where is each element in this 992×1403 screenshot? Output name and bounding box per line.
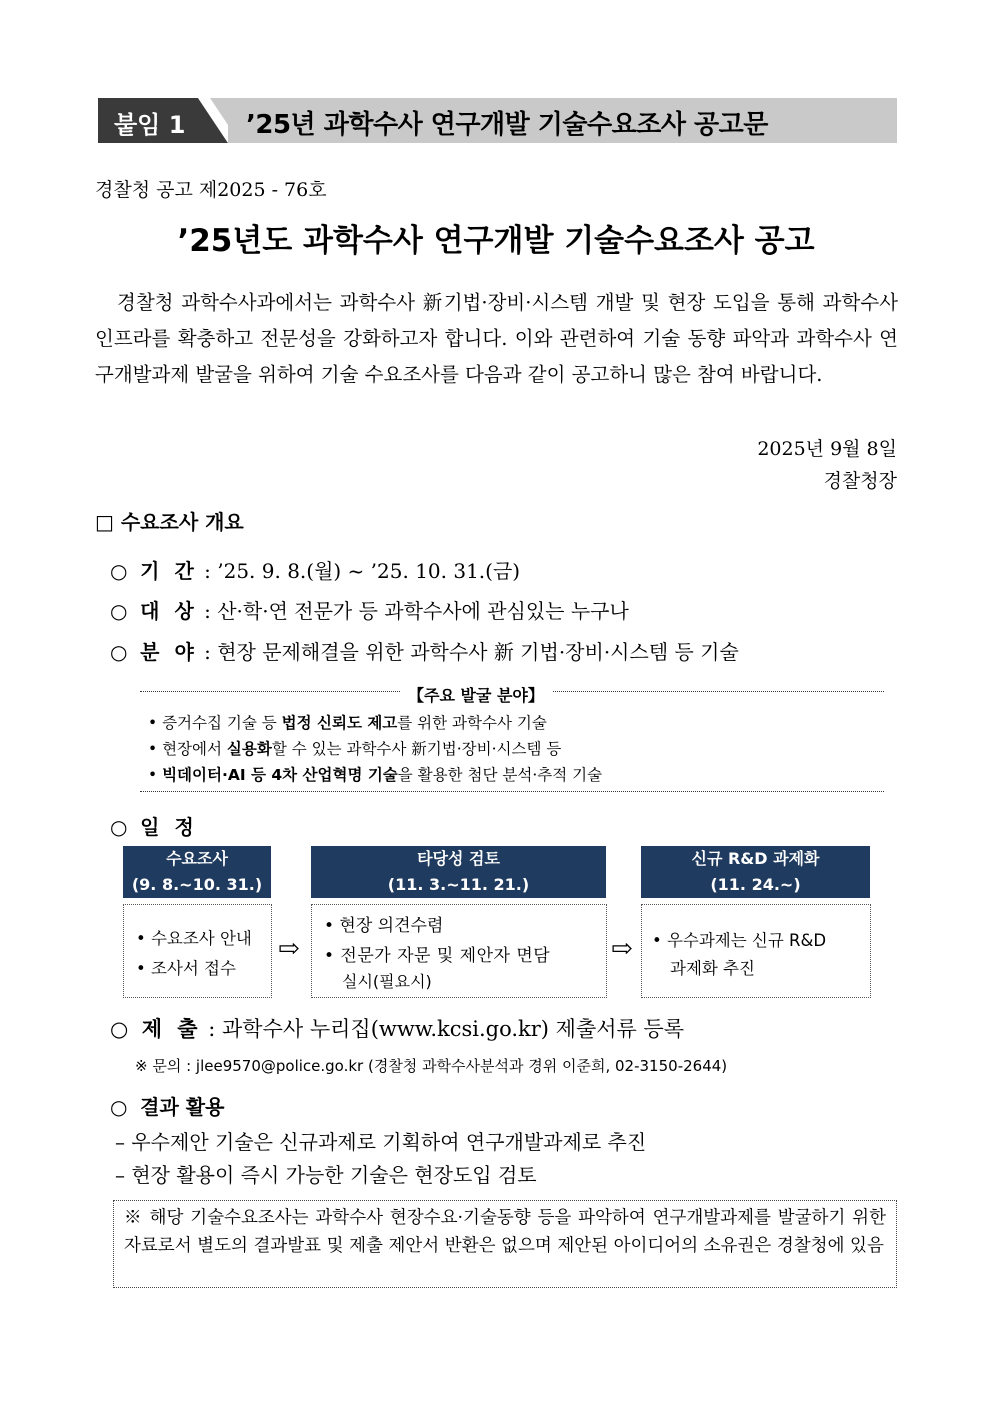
period-label: 기 간 <box>140 559 198 583</box>
list-item: • 조사서 접수 <box>136 959 236 978</box>
notice-date: 2025년 9월 8일 <box>757 438 897 460</box>
list-item: – 우수제안 기술은 신규과제로 기획하여 연구개발과제로 추진 <box>115 1130 647 1154</box>
schedule-stage-header: 수요조사 (9. 8.~10. 31.) <box>123 846 271 898</box>
submission-label: 제 출 <box>141 1017 202 1041</box>
schedule-stage-body <box>311 904 607 998</box>
header-banner <box>98 98 897 143</box>
schedule-label: 일 정 <box>140 815 198 839</box>
bullet-icon: ○ <box>110 640 128 664</box>
arrow-right-icon: ⇨ <box>611 934 633 964</box>
key-fields-title: 【주요 발굴 분야】 <box>400 683 552 706</box>
list-item: • 수요조사 안내 <box>136 929 252 948</box>
target-line <box>110 595 629 624</box>
section-heading: □ 수요조사 개요 <box>95 510 244 534</box>
page-title: ’25년도 과학수사 연구개발 기술수요조사 공고 <box>177 223 815 259</box>
period-value: : ’25. 9. 8.(월) ~ ’25. 10. 31.(금) <box>204 559 521 583</box>
arrow-right-icon: ⇨ <box>278 934 300 964</box>
disclaimer-box <box>113 1200 897 1288</box>
list-item: • 현장에서 실용화할 수 있는 과학수사 新기법·장비·시스템 등 <box>148 740 562 758</box>
banner-title: ’25년 과학수사 연구개발 기술수요조사 공고문 <box>246 110 768 140</box>
inquiry-note: ※ 문의 : jlee9570@police.go.kr (경찰청 과학수사분석과 경위 이준희, 02-3150-2644) <box>135 1057 728 1075</box>
schedule-stage-header: 신규 R&D 과제화 (11. 24.~) <box>641 846 870 898</box>
list-item: – 현장 활용이 즉시 가능한 기술은 현장도입 검토 <box>115 1163 537 1187</box>
attachment-tag-label: 붙임 1 <box>114 111 186 139</box>
intro-paragraph: 경찰청 과학수사과에서는 과학수사 新기법·장비·시스템 개발 및 현장 도입을 통해 과학수사 인프라를 확충하고 전문성을 강화하고자 합니다. 이와 관련하여 기술 동향 파악과 과학수사 연구개발과제 발굴을 위하여 기술 수요조사를 다음과 같이 공고하니 많은 참여 바랍니다. <box>95 291 898 386</box>
list-item: • 우수과제는 신규 R&D <box>652 931 827 950</box>
field-label: 분 야 <box>140 640 198 664</box>
schedule-stage-body <box>123 904 272 998</box>
result-label: 결과 활용 <box>140 1095 225 1119</box>
notice-number: 경찰청 공고 제2025 - 76호 <box>95 179 327 201</box>
target-label: 대 상 <box>140 599 198 623</box>
result-line <box>110 1091 224 1120</box>
target-value: : 산·학·연 전문가 등 과학수사에 관심있는 누구나 <box>204 599 629 623</box>
list-item: 실시(필요시) <box>342 972 432 991</box>
bullet-icon: ○ <box>110 815 128 839</box>
submission-line <box>110 1013 684 1043</box>
schedule-stage-header: 타당성 검토 (11. 3.~11. 21.) <box>311 846 606 898</box>
bullet-icon: ○ <box>110 1017 129 1041</box>
bullet-icon: ○ <box>110 1095 128 1119</box>
disclaimer-text: ※ 해당 기술수요조사는 과학수사 현장수요·기술동향 등을 파악하여 연구개발과제를 발굴하기 위한 자료로서 별도의 결과발표 및 제출 제안서 반환은 없으며 제안된 아이디어의 소유권은 경찰청에 있음 <box>124 1208 886 1256</box>
schedule-line <box>110 811 198 840</box>
schedule-stage-body <box>641 904 871 998</box>
key-fields-box <box>140 683 884 792</box>
list-item: 과제화 추진 <box>670 959 755 978</box>
period-line <box>110 555 520 584</box>
signer: 경찰청장 <box>823 470 897 492</box>
bullet-icon: ○ <box>110 599 128 623</box>
field-line <box>110 636 739 665</box>
bullet-icon: ○ <box>110 559 128 583</box>
attachment-tag <box>98 98 228 143</box>
list-item: • 전문가 자문 및 제안자 면담 <box>324 946 551 966</box>
list-item: • 빅데이터·AI 등 4차 산업혁명 기술을 활용한 첨단 분석·추적 기술 <box>148 766 603 784</box>
list-item: • 현장 의견수렴 <box>324 916 444 936</box>
submission-value: : 과학수사 누리집(www.kcsi.go.kr) 제출서류 등록 <box>208 1017 685 1041</box>
list-item: • 증거수집 기술 등 법정 신뢰도 제고를 위한 과학수사 기술 <box>148 714 547 732</box>
field-value: : 현장 문제해결을 위한 과학수사 新 기법·장비·시스템 등 기술 <box>204 640 739 664</box>
